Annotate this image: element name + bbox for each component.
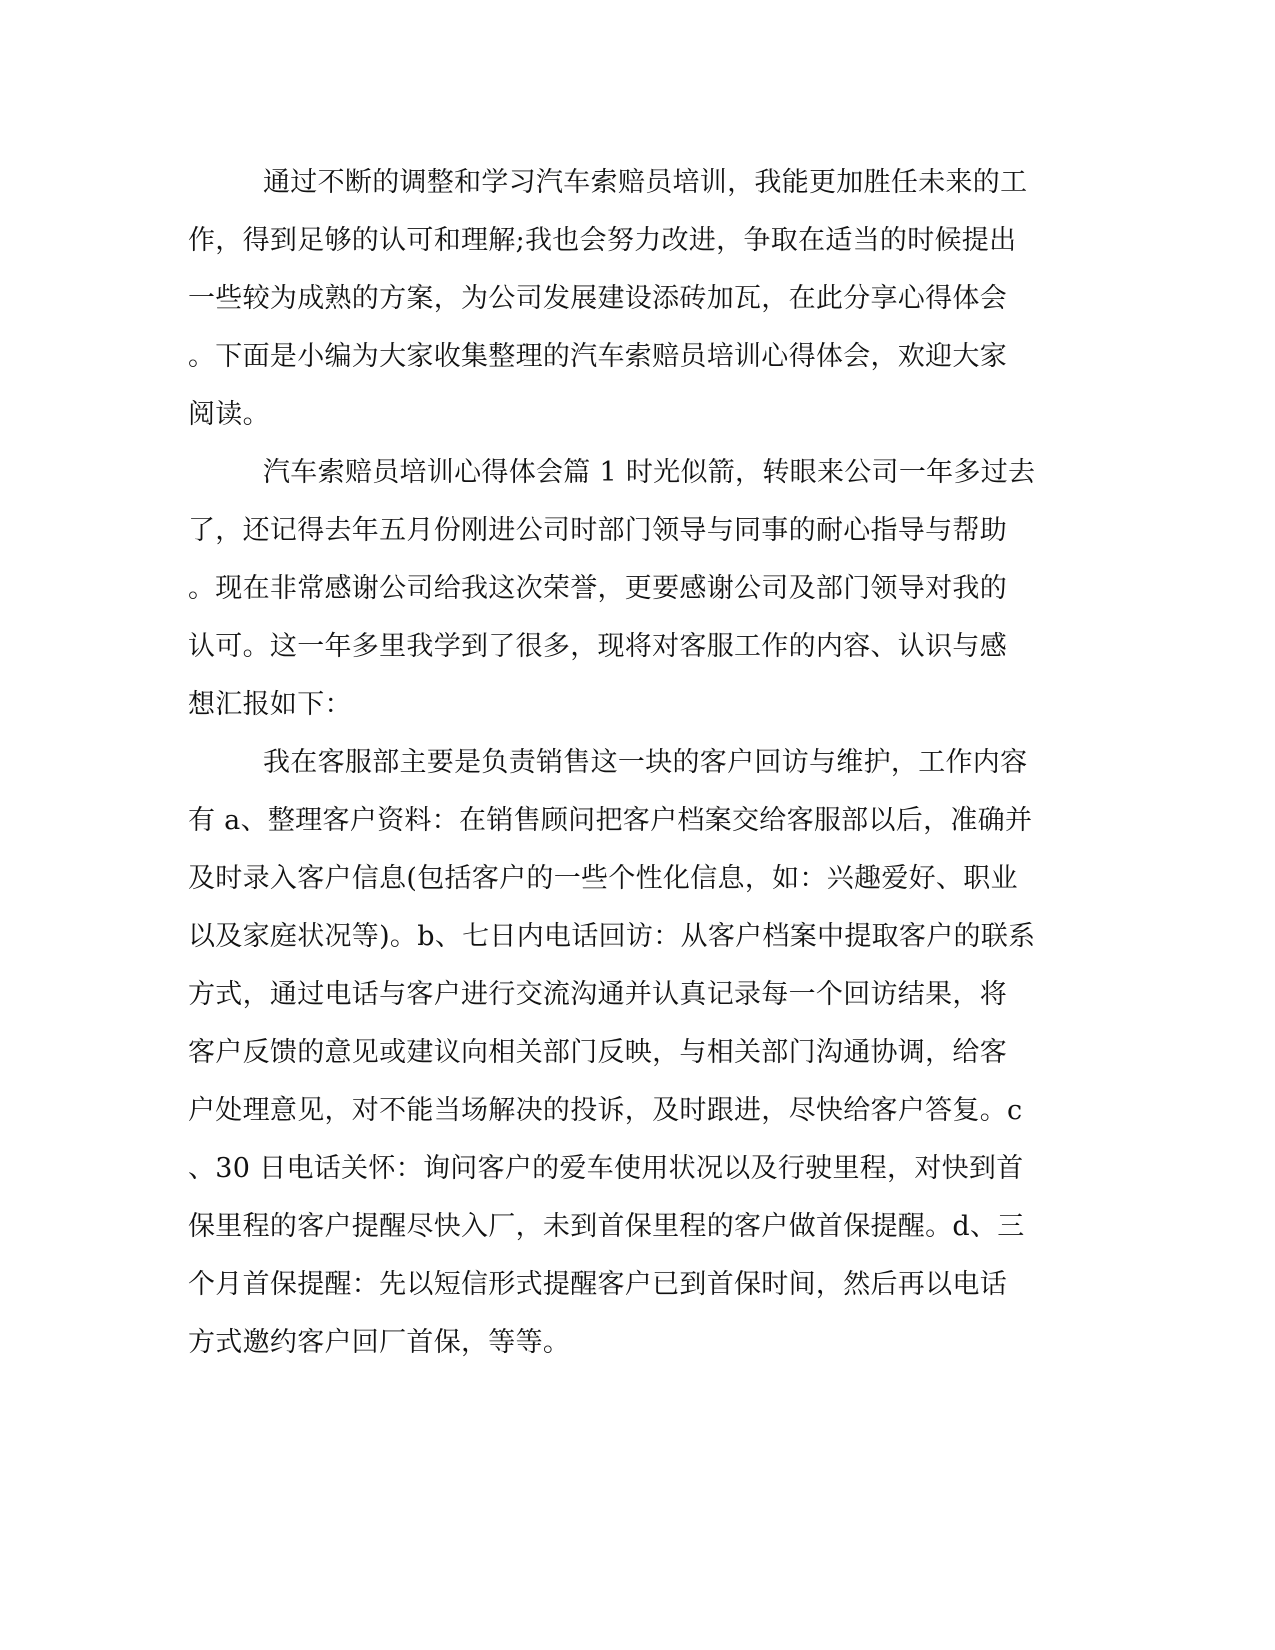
paragraph-1-line-1: 通过不断的调整和学习汽车索赔员培训，我能更加胜任未来的工 — [263, 167, 1028, 198]
paragraph-1-line-4: 。下面是小编为大家收集整理的汽车索赔员培训心得体会，欢迎大家 — [188, 341, 1007, 372]
paragraph-3-line-7: 户处理意见，对不能当场解决的投诉，及时跟进，尽快给客户答复。c — [188, 1095, 1023, 1126]
paragraph-2-line-5: 想汇报如下： — [188, 689, 352, 720]
paragraph-2-line-1: 汽车索赔员培训心得体会篇 1 时光似箭，转眼来公司一年多过去 — [263, 457, 1036, 488]
paragraph-3-line-4: 以及家庭状况等)。b、七日内电话回访：从客户档案中提取客户的联系 — [188, 921, 1036, 952]
paragraph-2-line-2: 了，还记得去年五月份刚进公司时部门领导与同事的耐心指导与帮助 — [188, 515, 1007, 546]
paragraph-1-line-2: 作，得到足够的认可和理解;我也会努力改进，争取在适当的时候提出 — [188, 225, 1017, 256]
paragraph-3-line-11: 方式邀约客户回厂首保，等等。 — [188, 1327, 571, 1358]
paragraph-2-line-3: 。现在非常感谢公司给我这次荣誉，更要感谢公司及部门领导对我的 — [188, 573, 1007, 604]
paragraph-1-line-5: 阅读。 — [188, 399, 270, 430]
paragraph-3-line-2: 有 a、整理客户资料：在销售顾问把客户档案交给客服部以后，准确并 — [188, 805, 1033, 836]
paragraph-3-line-6: 客户反馈的意见或建议向相关部门反映，与相关部门沟通协调，给客 — [188, 1037, 1007, 1068]
paragraph-1-line-3: 一些较为成熟的方案，为公司发展建设添砖加瓦，在此分享心得体会 — [188, 283, 1007, 314]
paragraph-3-line-10: 个月首保提醒：先以短信形式提醒客户已到首保时间，然后再以电话 — [188, 1269, 1007, 1300]
paragraph-3-line-5: 方式，通过电话与客户进行交流沟通并认真记录每一个回访结果，将 — [188, 979, 1007, 1010]
paragraph-3-line-8: 、30 日电话关怀：询问客户的爱车使用状况以及行驶里程，对快到首 — [188, 1153, 1024, 1184]
paragraph-3-line-9: 保里程的客户提醒尽快入厂，未到首保里程的客户做首保提醒。d、三 — [188, 1211, 1025, 1242]
paragraph-3-line-3: 及时录入客户信息(包括客户的一些个性化信息，如：兴趣爱好、职业 — [188, 863, 1018, 894]
paragraph-3-line-1: 我在客服部主要是负责销售这一块的客户回访与维护，工作内容 — [263, 747, 1028, 778]
paragraph-2-line-4: 认可。这一年多里我学到了很多，现将对客服工作的内容、认识与感 — [188, 631, 1007, 662]
